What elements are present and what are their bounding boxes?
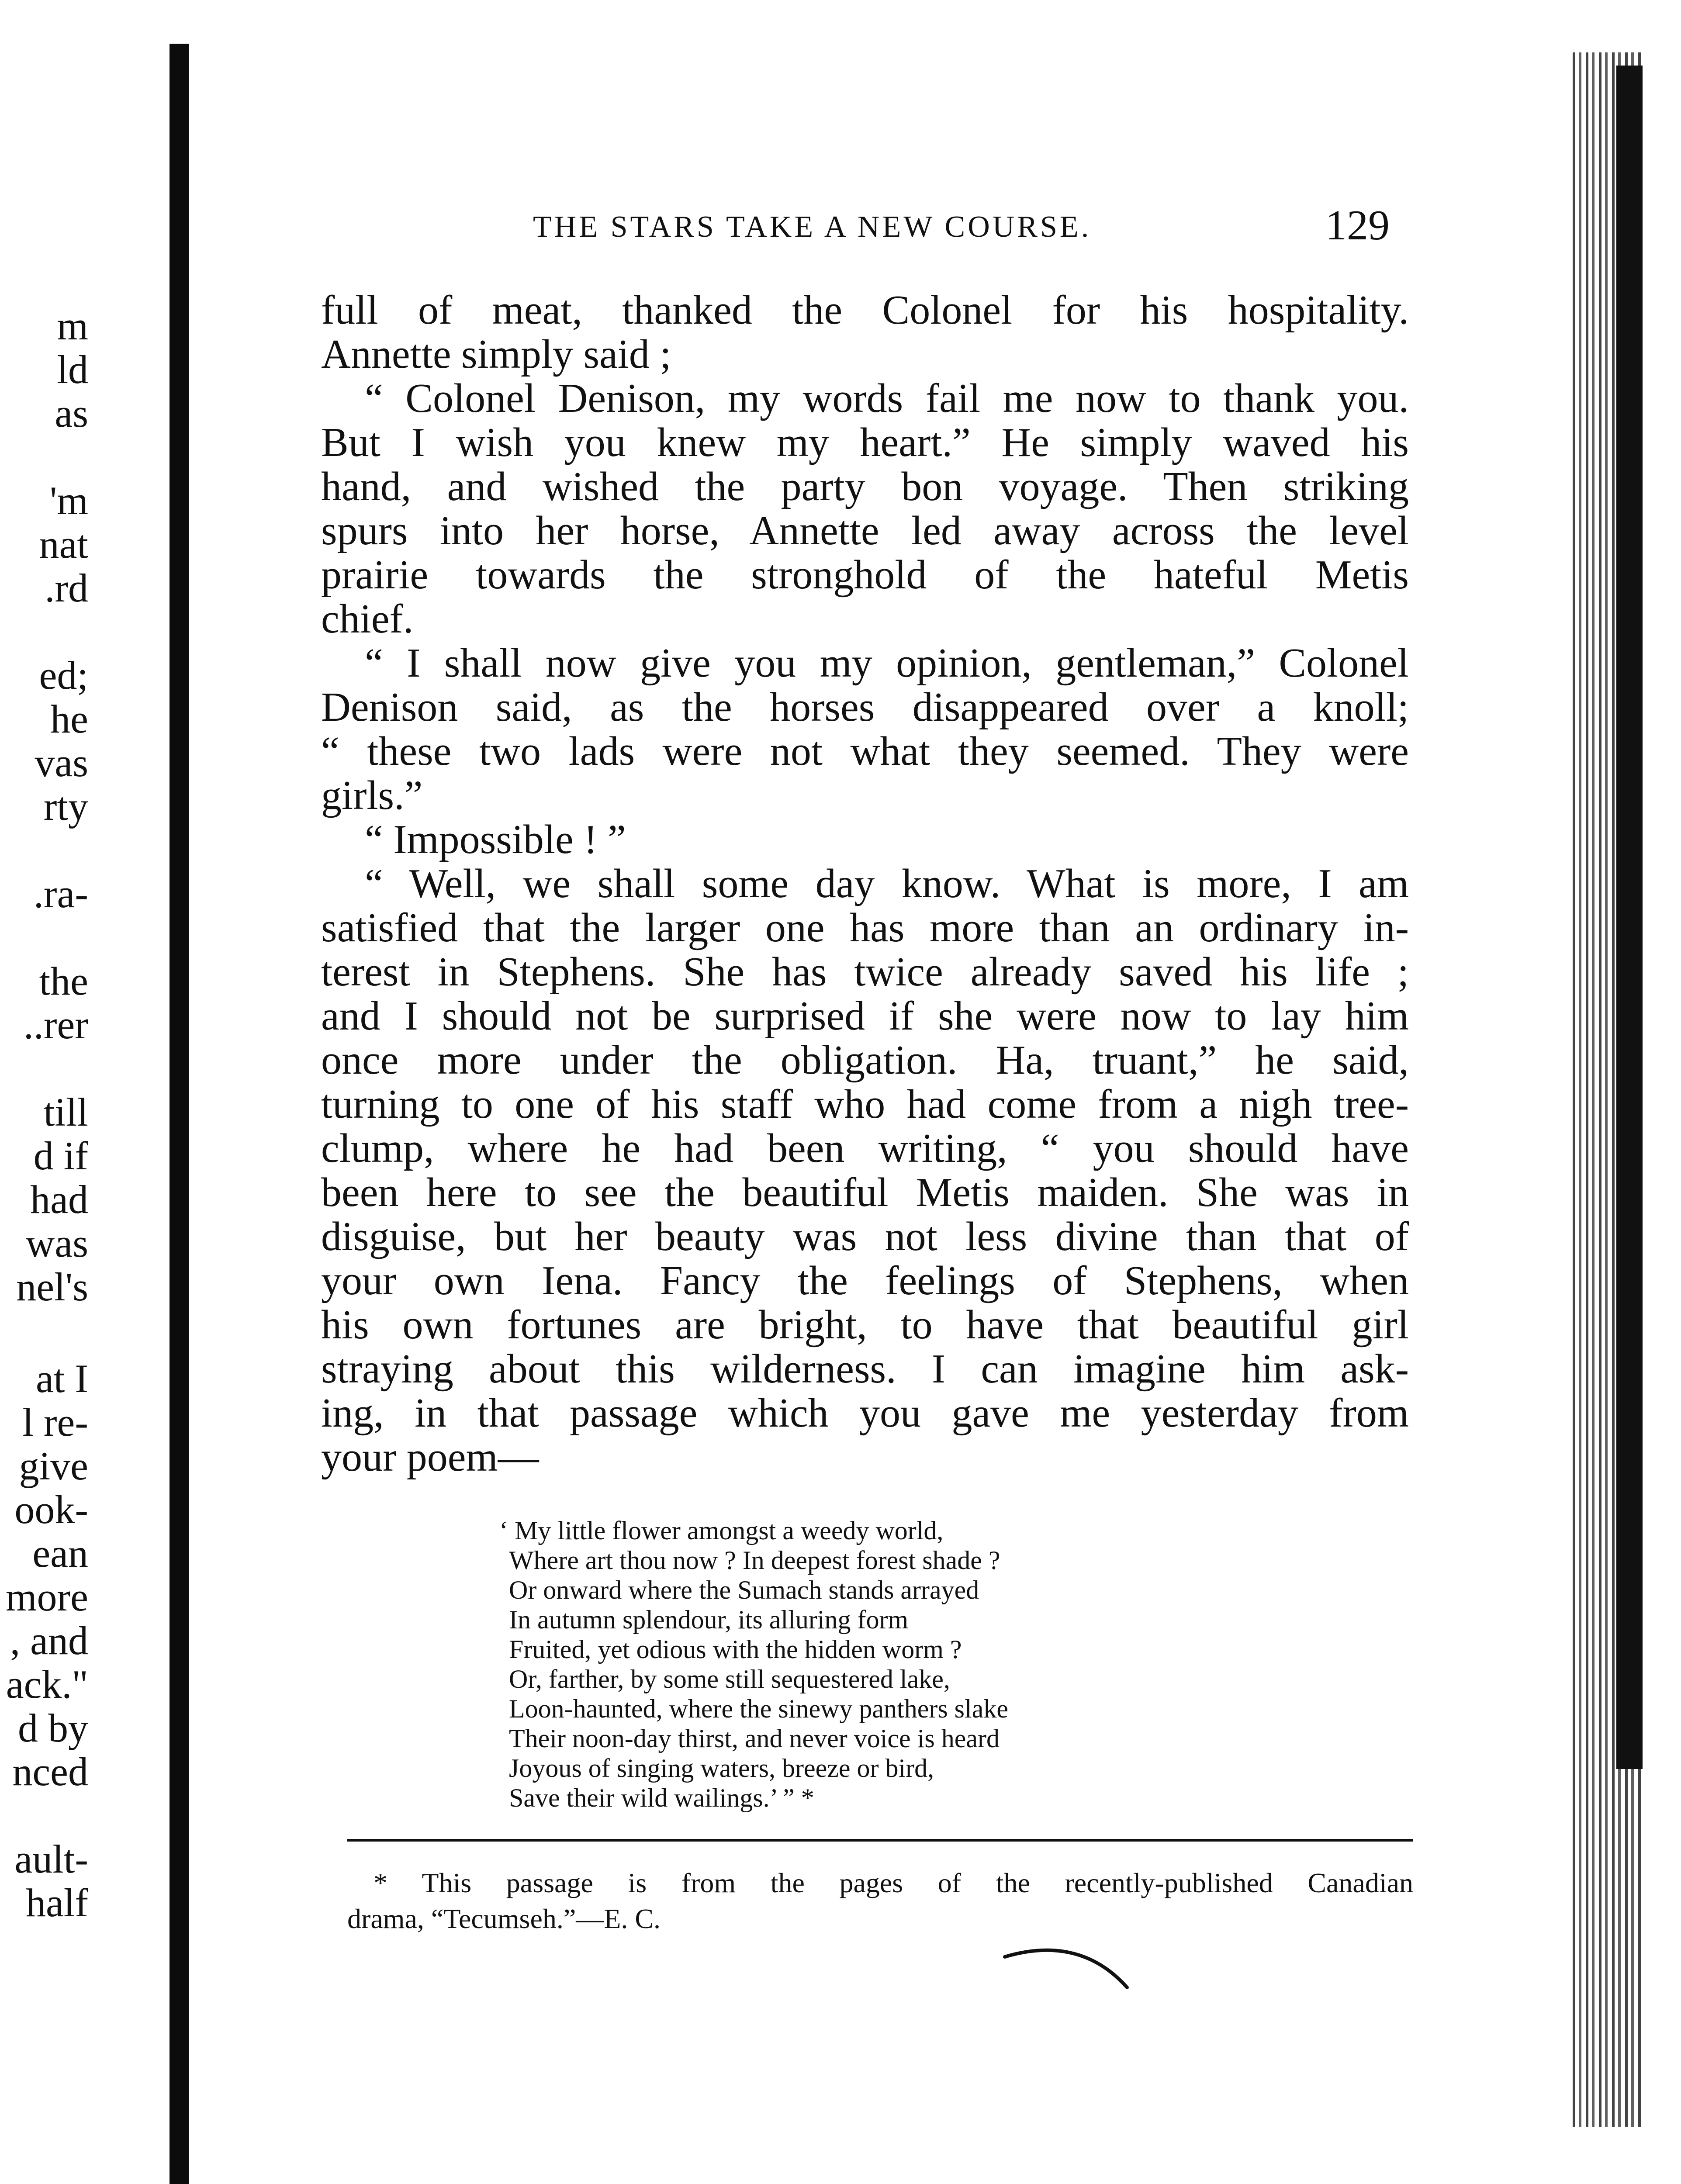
body-line: “ Impossible ! ”: [365, 817, 626, 862]
margin-fragment: till: [43, 1090, 88, 1134]
margin-fragment: d by: [18, 1706, 88, 1750]
poem-line: Loon-haunted, where the sinewy panthers slake: [509, 1694, 1008, 1723]
margin-fragment: ld: [57, 347, 88, 392]
margin-fragment: l re-: [22, 1400, 88, 1444]
margin-fragment: the: [39, 959, 88, 1003]
poem-line: In autumn splendour, its alluring form: [509, 1605, 909, 1634]
poem-line: Joyous of singing waters, breeze or bird,: [509, 1754, 934, 1783]
body-line: chief.: [321, 596, 414, 642]
body-line: straying about this wilderness. I can imagine him ask-: [321, 1346, 1409, 1392]
body-line: Denison said, as the horses disappeared over a knoll;: [321, 684, 1409, 730]
page-header: [533, 201, 1407, 262]
binding-gutter-shadow: [169, 44, 189, 2184]
body-line: spurs into her horse, Annette led away across the level: [321, 508, 1409, 553]
margin-fragment: nced: [12, 1749, 88, 1794]
body-line: “ Colonel Denison, my words fail me now to thank you.: [365, 376, 1409, 421]
body-line: once more under the obligation. Ha, truant,” he said,: [321, 1037, 1409, 1083]
body-line: turning to one of his staff who had come from a nigh tree-: [321, 1082, 1409, 1127]
margin-fragment: , and: [10, 1618, 88, 1663]
margin-fragment: vas: [35, 740, 88, 785]
running-head: THE STARS TAKE A NEW COURSE.: [533, 210, 1092, 244]
poem-line: Their noon-day thirst, and never voice is heard: [509, 1724, 1000, 1753]
footnote-line: drama, “Tecumseh.”—E. C.: [347, 1903, 661, 1934]
body-line: his own fortunes are bright, to have that beautiful girl: [321, 1302, 1409, 1348]
poem-line: Fruited, yet odious with the hidden worm ?: [509, 1635, 962, 1664]
body-line: ing, in that passage which you gave me yesterday from: [321, 1390, 1409, 1436]
footnote: [347, 1865, 1413, 1937]
previous-page-margin: [0, 304, 100, 1925]
margin-fragment: ean: [32, 1531, 88, 1576]
margin-fragment: he: [50, 697, 88, 741]
margin-fragment: .ra-: [33, 871, 88, 916]
margin-fragment: ack.": [6, 1662, 88, 1707]
body-line: Annette simply said ;: [321, 332, 671, 377]
poem-line: Or, farther, by some still sequestered lake,: [509, 1665, 950, 1693]
margin-fragment: half: [25, 1880, 88, 1925]
body-line: your own Iena. Fancy the feelings of Stephens, when: [321, 1258, 1409, 1303]
margin-fragment: ..rer: [23, 1002, 88, 1047]
body-text: [321, 288, 1409, 1479]
body-line: “ these two lads were not what they seemed. They were: [321, 729, 1409, 774]
footnote-rule: [347, 1839, 1413, 1842]
margin-fragment: give: [19, 1444, 88, 1488]
poem-excerpt: [499, 1516, 1339, 1813]
margin-fragment: as: [55, 391, 88, 435]
margin-fragment: m: [57, 304, 88, 348]
margin-fragment: .rd: [45, 566, 88, 610]
body-line: hand, and wished the party bon voyage. Then striking: [321, 464, 1409, 509]
margin-fragment: ed;: [39, 653, 88, 698]
footnote-line: * This passage is from the pages of the recently-published Canadian: [374, 1867, 1413, 1898]
page-number: 129: [1325, 202, 1390, 249]
body-line: clump, where he had been writing, “ you should have: [321, 1126, 1409, 1171]
margin-fragment: nat: [39, 522, 88, 567]
margin-fragment: rty: [43, 784, 88, 829]
margin-fragment: nel's: [16, 1265, 88, 1309]
body-line: full of meat, thanked the Colonel for his hospitality.: [321, 287, 1409, 333]
poem-line: ‘ My little flower amongst a weedy world,: [499, 1516, 944, 1545]
body-line: been here to see the beautiful Metis maiden. She was in: [321, 1170, 1409, 1215]
margin-fragment: more: [5, 1575, 88, 1619]
margin-fragment: was: [25, 1221, 88, 1265]
pen-mark: [1000, 1939, 1140, 2001]
margin-fragment: had: [30, 1177, 88, 1222]
body-line: disguise, but her beauty was not less divine than that of: [321, 1214, 1409, 1259]
margin-fragment: 'm: [49, 478, 88, 523]
body-line: satisfied that the larger one has more than an ordinary in-: [321, 905, 1409, 950]
body-line: your poem—: [321, 1434, 539, 1480]
body-line: girls.”: [321, 773, 423, 818]
body-line: But I wish you knew my heart.” He simply waved his: [321, 420, 1409, 465]
body-line: terest in Stephens. She has twice already saved his life ;: [321, 949, 1409, 995]
body-line: and I should not be surprised if she were now to lay him: [321, 993, 1409, 1039]
poem-line: Save their wild wailings.’ ” *: [509, 1783, 814, 1812]
margin-fragment: d if: [33, 1133, 88, 1178]
margin-fragment: ook-: [14, 1487, 88, 1532]
body-line: “ Well, we shall some day know. What is more, I am: [365, 861, 1409, 906]
margin-fragment: ault-: [14, 1837, 88, 1881]
poem-line: Where art thou now ? In deepest forest shade ?: [509, 1546, 1000, 1575]
body-line: prairie towards the stronghold of the hateful Metis: [321, 552, 1409, 598]
body-line: “ I shall now give you my opinion, gentleman,” Colonel: [365, 640, 1409, 686]
margin-fragment: at I: [35, 1356, 88, 1401]
poem-line: Or onward where the Sumach stands arrayed: [509, 1576, 979, 1604]
right-page-edge-shadow: [1616, 66, 1643, 1769]
